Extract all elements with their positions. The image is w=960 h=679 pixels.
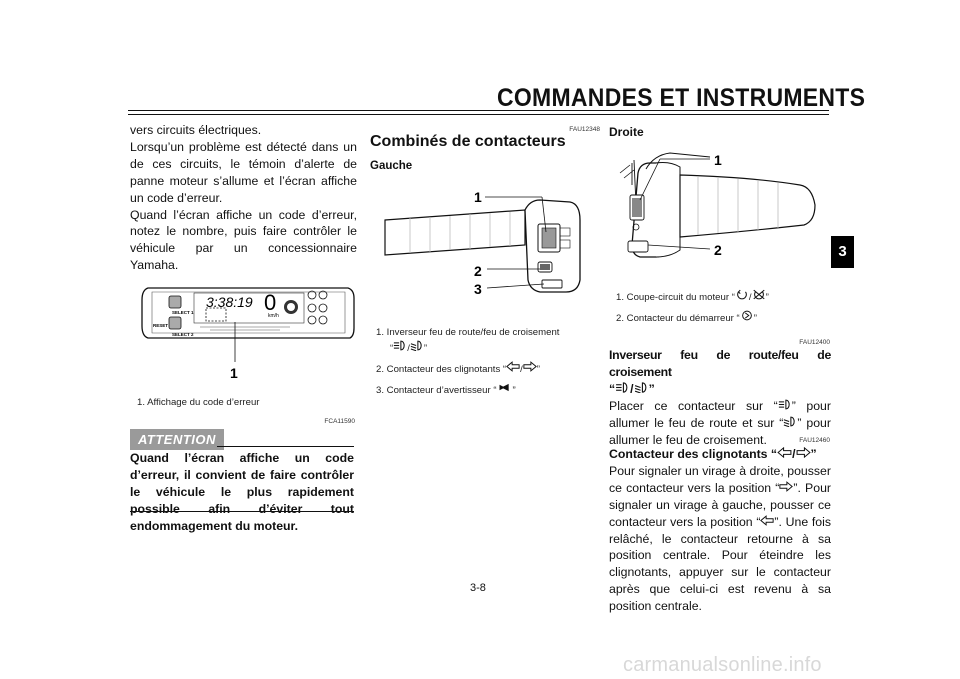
caption-3: 3. Contacteur d’avertisseur “ ”	[376, 382, 601, 398]
turn-signal-paragraph: Pour signaler un virage à droite, pousser ce contacteur vers la position “ ”. Pour signaler un virage à gauche, pousser ce contacteur vers la position “ ”. Une fois relâché, le contacteur retourne à sa position centrale. Pour éteindre les clignotants, appuyer sur le contacteur après que celui-ci est revenu à sa position centrale.	[609, 463, 831, 614]
dimmer-paragraph: Placer ce contacteur sur “ ” pour allumer le feu de route et sur “ ” pour allumer le feu de croisement.	[609, 398, 831, 447]
caption-kill-switch: 1. Coupe-circuit du moteur “ / ”	[616, 289, 831, 305]
caption-starter: 2. Contacteur du démarreur “ ”	[616, 310, 831, 326]
right-callout-1: 1	[714, 152, 722, 168]
section-code: FAU12348	[569, 126, 600, 133]
paragraph: Quand l’écran affiche un code d’erreur, notez le nombre, puis faire contrôler le véhicule par un concessionnaire Yamaha.	[130, 207, 357, 273]
caution-rule	[217, 446, 354, 447]
figure-caption: 1. Affichage du code d’erreur	[137, 397, 260, 408]
engine-off-icon	[752, 289, 766, 300]
turn-right-icon	[779, 481, 793, 492]
engine-run-icon	[735, 289, 749, 300]
page-number: 3-8	[470, 582, 486, 594]
section-code: FAU12460	[799, 437, 830, 444]
select1-label: SELECT 1	[172, 310, 194, 315]
turn-left-icon	[760, 515, 774, 526]
low-beam-icon	[783, 416, 797, 427]
caption-2: 2. Contacteur des clignotants “ / ”	[376, 361, 601, 377]
turn-signal-section	[609, 446, 831, 615]
dimmer-heading-symbols: “ / ”	[609, 381, 655, 396]
starter-icon	[740, 310, 754, 321]
high-beam-icon	[393, 340, 407, 351]
high-beam-icon	[615, 382, 630, 393]
dimmer-heading: Inverseur feu de route/feu de croisement	[609, 348, 831, 379]
turn-left-icon	[777, 447, 792, 458]
display-time: 3:38:19	[206, 294, 253, 310]
caution-bottom-rule	[130, 511, 354, 512]
header-rule-bottom	[128, 114, 829, 115]
turn-left-icon	[506, 361, 520, 372]
subsection-left: Gauche	[370, 160, 413, 172]
page-header-title: COMMANDES ET INSTRUMENTS	[497, 84, 866, 112]
horn-icon	[497, 382, 513, 393]
turn-right-icon	[796, 447, 811, 458]
section-title: Combinés de contacteurs	[370, 133, 566, 150]
right-callout-2: 2	[714, 242, 722, 258]
paragraph: vers circuits électriques.	[130, 123, 262, 137]
left-callout-1: 1	[474, 189, 482, 205]
header-rule-top	[128, 110, 829, 111]
display-unit: km/h	[268, 313, 279, 319]
subsection-right: Droite	[609, 125, 644, 139]
dimmer-switch-section	[609, 347, 831, 448]
left-callout-3: 3	[474, 281, 482, 297]
caption-1-symbols: “ / ”	[376, 340, 601, 356]
turn-right-icon	[523, 361, 537, 372]
meter-display-figure	[140, 270, 360, 385]
caption-1: 1. Inverseur feu de route/feu de croisement	[376, 327, 560, 338]
section-code: FAU12400	[799, 339, 830, 346]
left-column-text	[130, 122, 357, 274]
reset-label: RESET	[153, 323, 169, 328]
display-digit: 0	[264, 290, 277, 315]
turn-signal-heading: Contacteur des clignotants “ / ”	[609, 447, 817, 461]
left-switch-figure	[370, 180, 600, 305]
paragraph: Lorsqu’un problème est détecté dans un de ces circuits, le témoin d’alerte de panne moteur s’allume et l’écran affiche un code d’erreur.	[130, 139, 357, 205]
watermark: carmanualsonline.info	[623, 654, 822, 676]
caution-text: Quand l’écran affiche un code d’erreur, il convient de faire contrôler le véhicule le plus rapidement possible afin d’éviter tout endommagement du moteur.	[130, 451, 354, 533]
low-beam-icon	[634, 382, 649, 393]
right-switch-figure	[610, 145, 832, 270]
left-callout-2: 2	[474, 263, 482, 279]
right-switch-captions	[616, 289, 831, 331]
figure-callout-1: 1	[230, 365, 238, 381]
attention-label: ATTENTION	[130, 429, 224, 450]
chapter-tab: 3	[831, 236, 854, 268]
select2-label: SELECT 2	[172, 332, 194, 337]
high-beam-icon	[778, 399, 792, 410]
low-beam-icon	[410, 340, 424, 351]
caution-code: FCA11590	[324, 418, 355, 425]
left-switch-captions	[376, 326, 601, 403]
